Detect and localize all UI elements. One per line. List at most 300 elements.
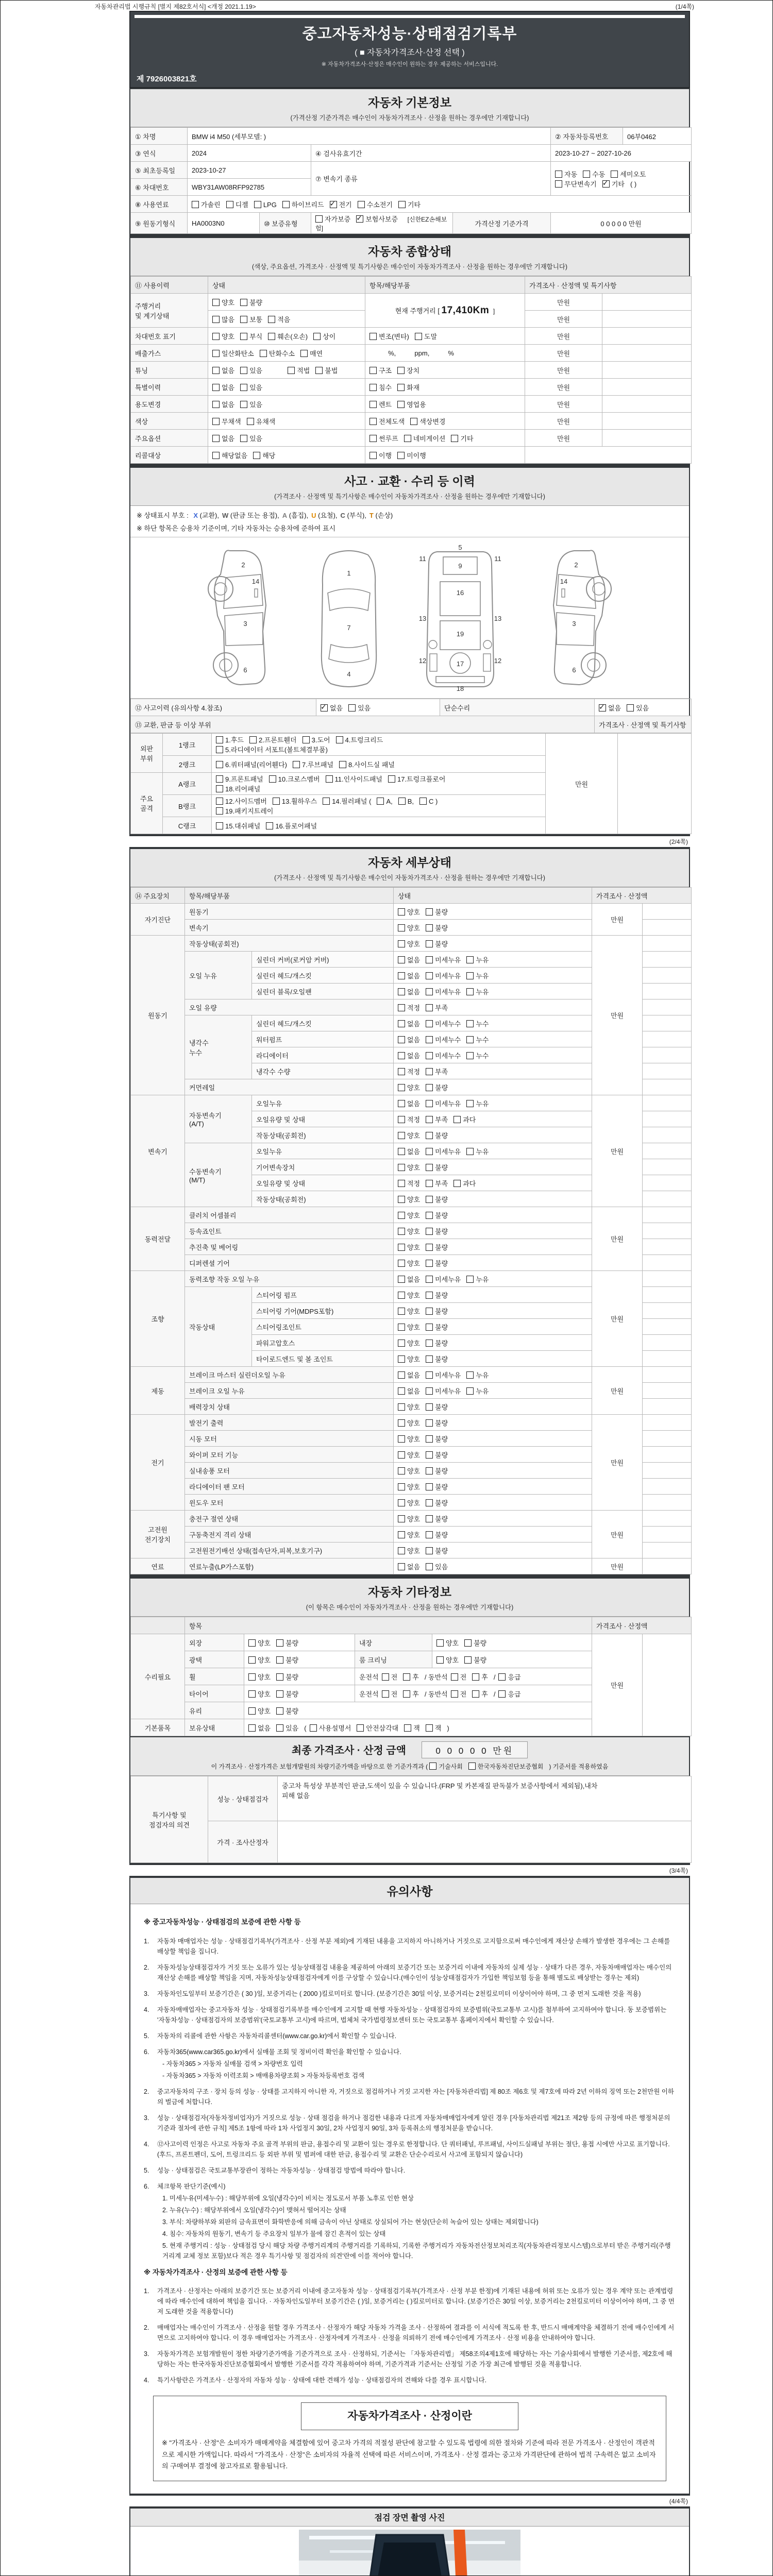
unchecked-checkbox-icon[interactable] (276, 1673, 283, 1681)
unchecked-checkbox-icon[interactable] (276, 1656, 283, 1664)
unchecked-checkbox-icon[interactable] (248, 1707, 256, 1715)
unchecked-checkbox-icon[interactable] (398, 1308, 405, 1315)
checkbox-option[interactable] (268, 314, 290, 324)
checkbox-option[interactable] (303, 735, 330, 744)
checkbox-option[interactable] (426, 1019, 461, 1028)
checkbox-option[interactable] (398, 1066, 420, 1076)
unchecked-checkbox-icon[interactable] (276, 1639, 283, 1647)
unchecked-checkbox-icon[interactable] (498, 1673, 506, 1681)
unchecked-checkbox-icon[interactable] (426, 1164, 433, 1171)
unchecked-checkbox-icon[interactable] (276, 1690, 283, 1698)
unchecked-checkbox-icon[interactable] (426, 1483, 433, 1490)
unchecked-checkbox-icon[interactable] (398, 1020, 405, 1027)
unchecked-checkbox-icon[interactable] (216, 785, 223, 792)
unchecked-checkbox-icon[interactable] (216, 822, 223, 829)
checkbox-option[interactable] (468, 1762, 544, 1771)
checkbox-option[interactable] (426, 1210, 448, 1220)
checkbox-option[interactable] (397, 365, 419, 375)
checkbox-option[interactable] (398, 1082, 420, 1092)
unchecked-checkbox-icon[interactable] (398, 924, 405, 931)
checkbox-option[interactable] (247, 416, 276, 426)
checkbox-option[interactable] (426, 1338, 448, 1348)
checkbox-option[interactable] (398, 1466, 420, 1476)
checkbox-option[interactable] (426, 1546, 448, 1555)
unchecked-checkbox-icon[interactable] (369, 367, 377, 374)
checkbox-option[interactable] (398, 939, 420, 948)
unchecked-checkbox-icon[interactable] (398, 1212, 405, 1219)
unchecked-checkbox-icon[interactable] (472, 1673, 479, 1681)
unchecked-checkbox-icon[interactable] (398, 1324, 405, 1331)
unchecked-checkbox-icon[interactable] (282, 201, 290, 208)
checkbox-option[interactable] (426, 1354, 448, 1364)
checkbox-option[interactable] (403, 1689, 419, 1699)
checkbox-option[interactable] (426, 1194, 448, 1204)
unchecked-checkbox-icon[interactable] (398, 1244, 405, 1251)
checkbox-option[interactable] (426, 1514, 448, 1523)
checkbox-option[interactable] (212, 314, 234, 324)
unchecked-checkbox-icon[interactable] (398, 1084, 405, 1091)
checkbox-option[interactable] (226, 199, 248, 209)
unchecked-checkbox-icon[interactable] (216, 746, 223, 753)
unchecked-checkbox-icon[interactable] (403, 1690, 410, 1698)
unchecked-checkbox-icon[interactable] (436, 1656, 444, 1664)
checkbox-option[interactable] (403, 1672, 419, 1682)
checkbox-option[interactable] (248, 1655, 271, 1665)
unchecked-checkbox-icon[interactable] (240, 333, 247, 340)
unchecked-checkbox-icon[interactable] (426, 1324, 433, 1331)
checkbox-option[interactable] (212, 399, 234, 409)
checkbox-option[interactable] (426, 907, 448, 917)
checkbox-option[interactable] (419, 798, 438, 805)
unchecked-checkbox-icon[interactable] (426, 924, 433, 931)
checkbox-option[interactable] (426, 987, 461, 996)
checkbox-option[interactable] (451, 1689, 467, 1699)
unchecked-checkbox-icon[interactable] (369, 401, 377, 408)
unchecked-checkbox-icon[interactable] (212, 350, 220, 357)
checkbox-option[interactable] (369, 416, 405, 426)
unchecked-checkbox-icon[interactable] (382, 1673, 389, 1681)
unchecked-checkbox-icon[interactable] (240, 299, 247, 306)
checkbox-option[interactable] (410, 416, 445, 426)
checkbox-option[interactable] (436, 1655, 459, 1665)
unchecked-checkbox-icon[interactable] (426, 1371, 433, 1379)
unchecked-checkbox-icon[interactable] (348, 704, 356, 711)
checkbox-option[interactable] (212, 382, 234, 392)
checkbox-option[interactable] (466, 1035, 489, 1044)
unchecked-checkbox-icon[interactable] (426, 1100, 433, 1107)
unchecked-checkbox-icon[interactable] (216, 761, 223, 768)
unchecked-checkbox-icon[interactable] (310, 1724, 317, 1732)
checkbox-option[interactable] (398, 1370, 420, 1380)
checkbox-option[interactable] (212, 297, 234, 307)
checkbox-option[interactable] (426, 1003, 448, 1012)
checkbox-option[interactable] (397, 399, 426, 409)
checkbox-option[interactable] (466, 1098, 489, 1108)
checkbox-option[interactable] (426, 1466, 448, 1476)
unchecked-checkbox-icon[interactable] (216, 807, 223, 815)
unchecked-checkbox-icon[interactable] (583, 171, 590, 178)
unchecked-checkbox-icon[interactable] (426, 1260, 433, 1267)
unchecked-checkbox-icon[interactable] (466, 1100, 474, 1107)
unchecked-checkbox-icon[interactable] (472, 1690, 479, 1698)
unchecked-checkbox-icon[interactable] (336, 736, 343, 743)
checkbox-option[interactable] (398, 1338, 420, 1348)
checkbox-option[interactable] (398, 1290, 420, 1300)
checkbox-option[interactable] (466, 1146, 489, 1156)
checkbox-option[interactable] (426, 1450, 448, 1460)
checkbox-option[interactable] (276, 1638, 298, 1648)
checkbox-option[interactable] (369, 382, 392, 392)
unchecked-checkbox-icon[interactable] (426, 1340, 433, 1347)
checkbox-option[interactable] (398, 1050, 420, 1060)
checkbox-option[interactable] (369, 331, 409, 341)
checkbox-option[interactable] (426, 1066, 448, 1076)
checkbox-option[interactable] (398, 1306, 420, 1316)
checkbox-option[interactable] (398, 1354, 420, 1364)
unchecked-checkbox-icon[interactable] (404, 435, 411, 442)
checkbox-option[interactable] (248, 1689, 271, 1699)
unchecked-checkbox-icon[interactable] (404, 1724, 411, 1732)
unchecked-checkbox-icon[interactable] (398, 1036, 405, 1043)
checked-checkbox-icon[interactable] (356, 215, 363, 223)
unchecked-checkbox-icon[interactable] (453, 1180, 461, 1187)
unchecked-checkbox-icon[interactable] (216, 798, 223, 805)
checkbox-option[interactable] (240, 297, 262, 307)
unchecked-checkbox-icon[interactable] (398, 1499, 405, 1506)
unchecked-checkbox-icon[interactable] (426, 1292, 433, 1299)
unchecked-checkbox-icon[interactable] (339, 761, 346, 768)
checkbox-option[interactable] (212, 331, 234, 341)
checkbox-option[interactable] (212, 416, 241, 426)
unchecked-checkbox-icon[interactable] (369, 435, 377, 442)
checkbox-option[interactable] (260, 348, 295, 358)
unchecked-checkbox-icon[interactable] (212, 401, 220, 408)
unchecked-checkbox-icon[interactable] (212, 333, 220, 340)
checkbox-option[interactable] (315, 365, 338, 375)
checkbox-option[interactable] (404, 433, 446, 443)
unchecked-checkbox-icon[interactable] (397, 401, 405, 408)
checkbox-option[interactable] (276, 1672, 298, 1682)
unchecked-checkbox-icon[interactable] (426, 1228, 433, 1235)
unchecked-checkbox-icon[interactable] (269, 775, 276, 783)
unchecked-checkbox-icon[interactable] (426, 1724, 433, 1732)
unchecked-checkbox-icon[interactable] (369, 384, 377, 391)
checkbox-option[interactable] (453, 1178, 476, 1188)
checkbox-option[interactable] (464, 1638, 486, 1648)
unchecked-checkbox-icon[interactable] (410, 418, 417, 425)
unchecked-checkbox-icon[interactable] (451, 1690, 458, 1698)
unchecked-checkbox-icon[interactable] (426, 1084, 433, 1091)
unchecked-checkbox-icon[interactable] (388, 775, 395, 783)
checkbox-option[interactable] (276, 1723, 298, 1733)
unchecked-checkbox-icon[interactable] (426, 1276, 433, 1283)
unchecked-checkbox-icon[interactable] (436, 1639, 444, 1647)
unchecked-checkbox-icon[interactable] (426, 1467, 433, 1475)
unchecked-checkbox-icon[interactable] (555, 180, 562, 188)
checkbox-option[interactable] (466, 1370, 489, 1380)
unchecked-checkbox-icon[interactable] (426, 1435, 433, 1443)
checkbox-option[interactable] (426, 1258, 448, 1268)
checkbox-option[interactable] (398, 987, 420, 996)
checkbox-option[interactable] (398, 1258, 420, 1268)
checkbox-option[interactable] (310, 1723, 351, 1733)
checkbox-option[interactable] (426, 1306, 448, 1316)
checked-checkbox-icon[interactable] (599, 704, 606, 711)
checkbox-option[interactable] (398, 1530, 420, 1539)
checkbox-option[interactable] (268, 331, 308, 341)
checkbox-option[interactable] (269, 774, 320, 784)
unchecked-checkbox-icon[interactable] (398, 1180, 405, 1187)
checkbox-option[interactable] (426, 1386, 461, 1396)
unchecked-checkbox-icon[interactable] (212, 435, 220, 442)
unchecked-checkbox-icon[interactable] (398, 201, 406, 208)
checkbox-option[interactable] (369, 365, 392, 375)
checkbox-option[interactable] (276, 1706, 298, 1716)
unchecked-checkbox-icon[interactable] (398, 1052, 405, 1059)
checkbox-option[interactable] (398, 1146, 420, 1156)
checkbox-option[interactable] (602, 179, 625, 189)
unchecked-checkbox-icon[interactable] (426, 1196, 433, 1203)
unchecked-checkbox-icon[interactable] (398, 1467, 405, 1475)
unchecked-checkbox-icon[interactable] (300, 350, 308, 357)
unchecked-checkbox-icon[interactable] (398, 1004, 405, 1011)
checkbox-option[interactable] (398, 199, 421, 209)
checkbox-option[interactable] (611, 169, 646, 179)
checkbox-option[interactable] (583, 169, 605, 179)
unchecked-checkbox-icon[interactable] (419, 798, 427, 805)
checkbox-option[interactable] (415, 331, 437, 341)
unchecked-checkbox-icon[interactable] (426, 1387, 433, 1395)
checkbox-option[interactable] (240, 382, 262, 392)
unchecked-checkbox-icon[interactable] (398, 1451, 405, 1459)
unchecked-checkbox-icon[interactable] (627, 704, 634, 711)
unchecked-checkbox-icon[interactable] (369, 452, 377, 459)
unchecked-checkbox-icon[interactable] (398, 956, 405, 963)
unchecked-checkbox-icon[interactable] (426, 988, 433, 995)
checkbox-option[interactable] (398, 1498, 420, 1507)
checkbox-option[interactable] (466, 1019, 489, 1028)
unchecked-checkbox-icon[interactable] (398, 1100, 405, 1107)
unchecked-checkbox-icon[interactable] (426, 1419, 433, 1427)
checkbox-option[interactable] (426, 1114, 448, 1124)
checkbox-option[interactable] (216, 821, 260, 831)
checkbox-option[interactable] (323, 796, 371, 806)
checkbox-option[interactable] (300, 348, 323, 358)
checkbox-option[interactable] (282, 199, 324, 209)
checkbox-option[interactable] (216, 744, 328, 754)
unchecked-checkbox-icon[interactable] (398, 1403, 405, 1411)
checkbox-option[interactable] (216, 774, 263, 784)
checkbox-option[interactable] (240, 399, 262, 409)
checkbox-option[interactable] (426, 1434, 448, 1444)
checkbox-option[interactable] (388, 774, 445, 784)
unchecked-checkbox-icon[interactable] (403, 1673, 410, 1681)
unchecked-checkbox-icon[interactable] (466, 1036, 474, 1043)
unchecked-checkbox-icon[interactable] (253, 452, 260, 459)
unchecked-checkbox-icon[interactable] (357, 1724, 364, 1732)
unchecked-checkbox-icon[interactable] (398, 1196, 405, 1203)
unchecked-checkbox-icon[interactable] (453, 1116, 461, 1123)
unchecked-checkbox-icon[interactable] (398, 1292, 405, 1299)
checkbox-option[interactable] (398, 1130, 420, 1140)
checkbox-option[interactable] (426, 1146, 461, 1156)
checkbox-option[interactable] (248, 1672, 271, 1682)
checkbox-option[interactable] (466, 1386, 489, 1396)
unchecked-checkbox-icon[interactable] (398, 988, 405, 995)
unchecked-checkbox-icon[interactable] (212, 384, 220, 391)
unchecked-checkbox-icon[interactable] (426, 1068, 433, 1075)
unchecked-checkbox-icon[interactable] (426, 1499, 433, 1506)
unchecked-checkbox-icon[interactable] (426, 908, 433, 916)
checkbox-option[interactable] (426, 1498, 448, 1507)
checkbox-option[interactable] (216, 806, 273, 816)
unchecked-checkbox-icon[interactable] (426, 1563, 433, 1570)
unchecked-checkbox-icon[interactable] (293, 761, 300, 768)
checkbox-option[interactable] (453, 1114, 476, 1124)
unchecked-checkbox-icon[interactable] (398, 1483, 405, 1490)
unchecked-checkbox-icon[interactable] (498, 1690, 506, 1698)
unchecked-checkbox-icon[interactable] (466, 988, 474, 995)
checkbox-option[interactable] (426, 1562, 448, 1571)
unchecked-checkbox-icon[interactable] (303, 736, 310, 743)
checkbox-option[interactable] (472, 1672, 488, 1682)
unchecked-checkbox-icon[interactable] (398, 1435, 405, 1443)
checkbox-option[interactable] (369, 450, 392, 460)
checkbox-option[interactable] (248, 1706, 271, 1716)
checkbox-option[interactable] (398, 955, 420, 964)
checkbox-option[interactable] (426, 1418, 448, 1428)
unchecked-checkbox-icon[interactable] (398, 1116, 405, 1123)
checkbox-option[interactable] (356, 214, 398, 224)
checkbox-option[interactable] (326, 774, 382, 784)
checkbox-option[interactable] (216, 784, 260, 793)
checked-checkbox-icon[interactable] (330, 201, 337, 208)
checkbox-option[interactable] (358, 199, 393, 209)
checkbox-option[interactable] (426, 923, 448, 933)
checkbox-option[interactable] (398, 1482, 420, 1492)
unchecked-checkbox-icon[interactable] (426, 1148, 433, 1155)
checkbox-option[interactable] (426, 1226, 448, 1236)
checkbox-option[interactable] (398, 1194, 420, 1204)
unchecked-checkbox-icon[interactable] (248, 1639, 256, 1647)
unchecked-checkbox-icon[interactable] (426, 1116, 433, 1123)
checkbox-option[interactable] (451, 1672, 467, 1682)
unchecked-checkbox-icon[interactable] (398, 1531, 405, 1538)
unchecked-checkbox-icon[interactable] (240, 316, 247, 323)
checkbox-option[interactable] (398, 1242, 420, 1252)
checkbox-option[interactable] (357, 1723, 398, 1733)
checkbox-option[interactable] (216, 759, 287, 769)
unchecked-checkbox-icon[interactable] (260, 350, 267, 357)
unchecked-checkbox-icon[interactable] (248, 1656, 256, 1664)
checkbox-option[interactable] (398, 1546, 420, 1555)
unchecked-checkbox-icon[interactable] (426, 1036, 433, 1043)
checkbox-option[interactable] (466, 1274, 489, 1284)
unchecked-checkbox-icon[interactable] (426, 1212, 433, 1219)
unchecked-checkbox-icon[interactable] (426, 1515, 433, 1522)
unchecked-checkbox-icon[interactable] (369, 418, 377, 425)
checkbox-option[interactable] (426, 1482, 448, 1492)
unchecked-checkbox-icon[interactable] (398, 1260, 405, 1267)
checkbox-option[interactable] (382, 1689, 398, 1699)
unchecked-checkbox-icon[interactable] (555, 171, 562, 178)
unchecked-checkbox-icon[interactable] (398, 1068, 405, 1075)
checkbox-option[interactable] (249, 735, 297, 744)
checked-checkbox-icon[interactable] (321, 704, 328, 711)
checkbox-option[interactable] (398, 1035, 420, 1044)
checkbox-option[interactable] (248, 1638, 271, 1648)
checkbox-option[interactable] (426, 1178, 448, 1188)
checkbox-option[interactable] (426, 1322, 448, 1332)
unchecked-checkbox-icon[interactable] (398, 1132, 405, 1139)
unchecked-checkbox-icon[interactable] (466, 1020, 474, 1027)
unchecked-checkbox-icon[interactable] (426, 972, 433, 979)
checkbox-option[interactable] (398, 907, 420, 917)
checkbox-option[interactable] (398, 1226, 420, 1236)
checkbox-option[interactable] (398, 1434, 420, 1444)
checkbox-option[interactable] (240, 433, 262, 443)
checkbox-option[interactable] (348, 703, 371, 713)
unchecked-checkbox-icon[interactable] (398, 1419, 405, 1427)
unchecked-checkbox-icon[interactable] (398, 908, 405, 916)
checkbox-option[interactable] (398, 1562, 420, 1571)
checkbox-option[interactable] (288, 365, 310, 375)
checkbox-option[interactable] (276, 1689, 298, 1699)
unchecked-checkbox-icon[interactable] (248, 1724, 256, 1732)
checkbox-option[interactable] (498, 1689, 520, 1699)
unchecked-checkbox-icon[interactable] (247, 418, 254, 425)
checkbox-option[interactable] (398, 1322, 420, 1332)
checkbox-option[interactable] (398, 971, 420, 980)
unchecked-checkbox-icon[interactable] (426, 1004, 433, 1011)
unchecked-checkbox-icon[interactable] (377, 798, 384, 805)
checkbox-option[interactable] (398, 1274, 420, 1284)
unchecked-checkbox-icon[interactable] (466, 1148, 474, 1155)
checked-checkbox-icon[interactable] (602, 180, 610, 188)
checkbox-option[interactable] (398, 1098, 420, 1108)
unchecked-checkbox-icon[interactable] (226, 201, 233, 208)
checkbox-option[interactable] (464, 1655, 486, 1665)
checkbox-option[interactable] (472, 1689, 488, 1699)
checkbox-option[interactable] (212, 450, 247, 460)
checkbox-option[interactable] (369, 433, 398, 443)
checkbox-option[interactable] (339, 759, 395, 769)
unchecked-checkbox-icon[interactable] (276, 1724, 283, 1732)
checkbox-option[interactable] (398, 923, 420, 933)
checkbox-option[interactable] (451, 433, 473, 443)
unchecked-checkbox-icon[interactable] (451, 435, 458, 442)
checkbox-option[interactable] (398, 1514, 420, 1523)
unchecked-checkbox-icon[interactable] (398, 798, 406, 805)
unchecked-checkbox-icon[interactable] (313, 333, 321, 340)
unchecked-checkbox-icon[interactable] (426, 1020, 433, 1027)
unchecked-checkbox-icon[interactable] (468, 1762, 476, 1770)
checkbox-option[interactable] (276, 1655, 298, 1665)
checkbox-option[interactable] (212, 365, 234, 375)
checkbox-option[interactable] (404, 1723, 420, 1733)
unchecked-checkbox-icon[interactable] (369, 333, 377, 340)
checkbox-option[interactable] (398, 1450, 420, 1460)
checkbox-option[interactable] (466, 1050, 489, 1060)
checkbox-option[interactable] (599, 703, 621, 713)
checkbox-option[interactable] (429, 1762, 462, 1771)
unchecked-checkbox-icon[interactable] (398, 1276, 405, 1283)
checkbox-option[interactable] (273, 796, 317, 806)
unchecked-checkbox-icon[interactable] (426, 956, 433, 963)
unchecked-checkbox-icon[interactable] (426, 1451, 433, 1459)
checkbox-option[interactable] (426, 1723, 442, 1733)
checkbox-option[interactable] (192, 199, 221, 209)
